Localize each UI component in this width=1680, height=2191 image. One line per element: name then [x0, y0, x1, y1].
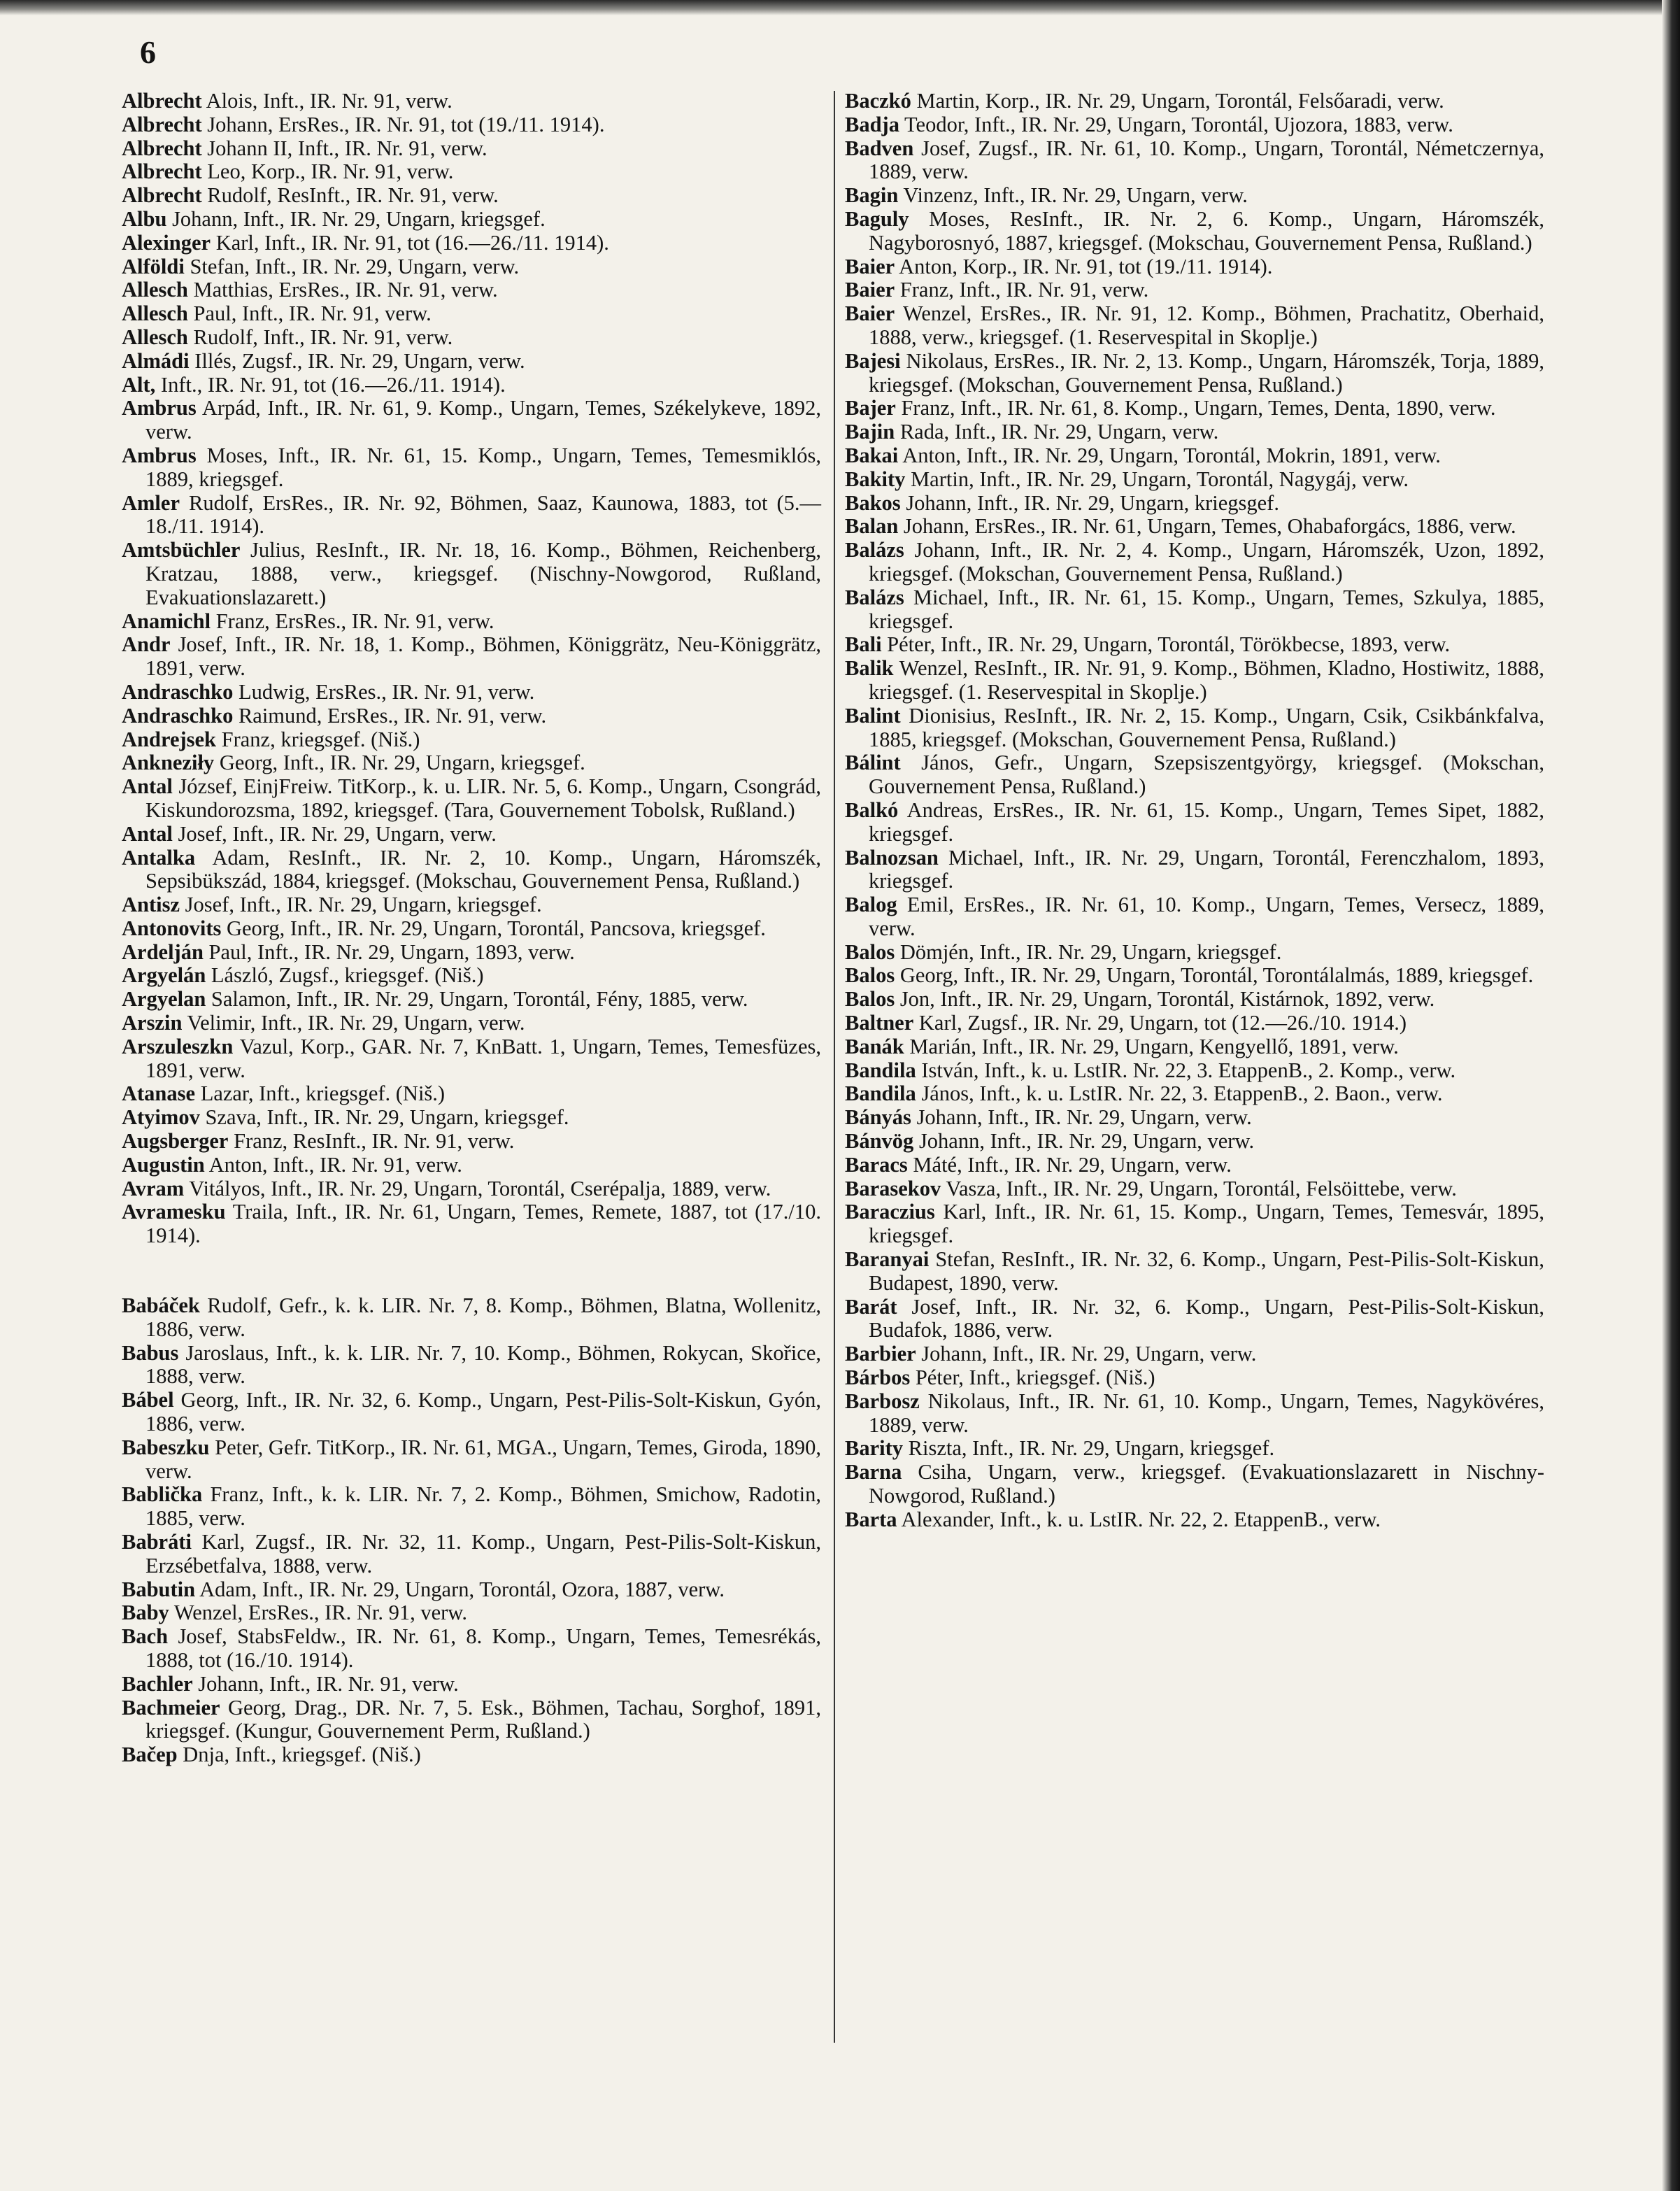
list-entry — [845, 208, 1544, 255]
list-entry — [122, 941, 821, 965]
entry-details: Josef, Zugsf., IR. Nr. 61, 10. Komp., Ungarn, Torontál, Németczernya, 1889, verw. — [869, 136, 1545, 184]
entry-surname: Avram — [122, 1176, 185, 1200]
entry-details: Vitályos, Inft., IR. Nr. 29, Ungarn, Torontál, Cserépalja, 1889, verw. — [189, 1176, 771, 1200]
entry-surname: Ankneziły — [122, 751, 215, 775]
entry-details: Stefan, Inft., IR. Nr. 29, Ungarn, verw. — [190, 254, 520, 278]
entry-surname: Antal — [122, 821, 173, 846]
list-entry — [122, 1082, 821, 1106]
list-entry — [845, 988, 1544, 1012]
entry-details: Karl, Zugsf., IR. Nr. 29, Ungarn, tot (12.—26./10. 1914.) — [918, 1011, 1407, 1035]
entry-surname: Amtsbüchler — [122, 538, 241, 562]
list-entry — [845, 799, 1544, 846]
entry-surname: Barna — [845, 1460, 902, 1484]
entry-surname: Andrejsek — [122, 727, 217, 751]
entry-surname: Antisz — [122, 893, 180, 917]
entry-surname: Balkó — [845, 797, 899, 822]
entry-surname: Barbosz — [845, 1389, 920, 1413]
entry-surname: Babeszku — [122, 1435, 210, 1459]
entry-details: Salamon, Inft., IR. Nr. 29, Ungarn, Torontál, Fény, 1885, verw. — [211, 987, 748, 1012]
entry-surname: Bányás — [845, 1105, 911, 1130]
entry-details: Josef, Inft., IR. Nr. 29, Ungarn, verw. — [178, 821, 497, 846]
list-entry — [845, 1200, 1544, 1248]
entry-surname: Barbier — [845, 1342, 916, 1366]
list-entry — [122, 255, 821, 279]
entry-details: Karl, Inft., IR. Nr. 91, tot (16.—26./11. 1914). — [215, 230, 609, 255]
entry-surname: Alexinger — [122, 230, 211, 255]
entry-surname: Bagin — [845, 183, 899, 208]
list-entry — [845, 184, 1544, 208]
list-entry — [122, 444, 821, 492]
entry-surname: Antalka — [122, 845, 196, 870]
list-entry — [122, 278, 821, 302]
entry-surname: Baracs — [845, 1152, 908, 1177]
entry-surname: Bárbos — [845, 1366, 911, 1390]
entry-surname: Albrecht — [122, 89, 202, 113]
entry-details: Inft., IR. Nr. 91, tot (16.—26./11. 1914). — [160, 372, 506, 397]
entry-surname: Almádi — [122, 348, 190, 373]
entry-surname: Bačep — [122, 1743, 178, 1767]
entry-surname: Bandila — [845, 1082, 916, 1106]
entry-surname: Balan — [845, 514, 899, 539]
entry-surname: Barity — [845, 1436, 904, 1461]
entry-surname: Allesch — [122, 325, 188, 349]
entry-details: Johann, ErsRes., IR. Nr. 91, tot (19./11. 1914). — [207, 112, 605, 136]
list-entry — [122, 208, 821, 232]
entry-surname: Bablička — [122, 1482, 203, 1507]
entry-details: János, Inft., k. u. LstIR. Nr. 22, 3. EtappenB., 2. Baon., verw. — [921, 1082, 1443, 1106]
entry-details: Illés, Zugsf., IR. Nr. 29, Ungarn, verw. — [194, 348, 525, 373]
entry-surname: Augustin — [122, 1152, 205, 1177]
entry-details: Velimir, Inft., IR. Nr. 29, Ungarn, verw. — [187, 1011, 525, 1035]
entry-surname: Baczkó — [845, 89, 911, 113]
entry-details: Karl, Inft., IR. Nr. 61, 15. Komp., Ungarn, Temes, Temesvár, 1895, kriegsgef. — [869, 1200, 1544, 1248]
list-entry — [122, 1436, 821, 1484]
list-entry — [122, 633, 821, 681]
list-entry — [845, 397, 1544, 420]
list-entry — [845, 1461, 1544, 1508]
entry-surname: Ambrus — [122, 396, 197, 420]
list-entry — [122, 704, 821, 728]
entry-details: Dnja, Inft., kriegsgef. (Niš.) — [183, 1743, 421, 1767]
list-entry — [845, 492, 1544, 516]
list-entry — [845, 893, 1544, 941]
list-entry — [122, 90, 821, 113]
entry-surname: Bachler — [122, 1671, 193, 1696]
entry-details: Moses, ResInft., IR. Nr. 2, 6. Komp., Ungarn, Háromszék, Nagyborosnyó, 1887, kriegsgef. (Mokschau, Gouvernement Pensa, Rußland.) — [869, 206, 1544, 255]
entry-details: Paul, Inft., IR. Nr. 91, verw. — [193, 302, 432, 326]
entry-details: Paul, Inft., IR. Nr. 29, Ungarn, 1893, verw. — [208, 939, 575, 964]
list-entry — [122, 539, 821, 609]
list-entry — [845, 846, 1544, 894]
entry-surname: Baier — [845, 302, 895, 326]
list-entry — [845, 468, 1544, 492]
entry-details: József, EinjFreiw. TitKorp., k. u. LIR. Nr. 5, 6. Komp., Ungarn, Csongrád, Kiskundorozsma, 1892, kriegsgef. (Tara, Gouvernement Tobolsk, Rußland.) — [145, 774, 822, 822]
right-column — [845, 90, 1544, 1532]
list-entry — [845, 1177, 1544, 1201]
list-entry — [122, 988, 821, 1012]
entry-details: Vinzenz, Inft., IR. Nr. 29, Ungarn, verw. — [903, 183, 1248, 208]
list-entry — [845, 1106, 1544, 1130]
list-entry — [845, 1366, 1544, 1390]
list-entry — [122, 1342, 821, 1389]
list-entry — [122, 751, 821, 775]
list-entry — [122, 326, 821, 350]
entry-details: Csiha, Ungarn, verw., kriegsgef. (Evakuationslazarett in Nischny-Nowgorod, Rußland.) — [869, 1460, 1545, 1508]
list-entry — [122, 1601, 821, 1625]
entry-surname: Andr — [122, 632, 171, 657]
entry-surname: Bábel — [122, 1388, 174, 1412]
list-entry — [122, 1177, 821, 1201]
entry-details: Ludwig, ErsRes., IR. Nr. 91, verw. — [238, 679, 535, 704]
entry-details: Dionisius, ResInft., IR. Nr. 2, 15. Komp., Ungarn, Csik, Csikbánkfalva, 1885, kriegsgef. (Mokschan, Gouvernement Pensa, Rußland.) — [869, 703, 1545, 751]
entry-surname: Baier — [845, 254, 895, 278]
entry-surname: Baier — [845, 278, 895, 302]
entry-surname: Bandila — [845, 1058, 916, 1082]
list-entry — [845, 1012, 1544, 1035]
entry-details: Johann, Inft., IR. Nr. 29, Ungarn, kriegsgef. — [906, 490, 1279, 515]
entry-details: Rudolf, ResInft., IR. Nr. 91, verw. — [207, 183, 499, 208]
entry-surname: Barasekov — [845, 1176, 941, 1200]
list-entry — [122, 1743, 821, 1767]
entry-details: Georg, Inft., IR. Nr. 29, Ungarn, Torontál, Torontálalmás, 1889, kriegsgef. — [899, 963, 1534, 988]
entry-surname: Albrecht — [122, 183, 202, 208]
entry-surname: Babus — [122, 1340, 179, 1365]
entry-surname: Bánvög — [845, 1129, 914, 1154]
entry-details: Julius, ResInft., IR. Nr. 18, 16. Komp., Böhmen, Reichenberg, Kratzau, 1888, verw., kriegsgef. (Nischny-Nowgorod, Rußland, Evakuationslazarett.) — [145, 538, 822, 609]
entry-details: Arpád, Inft., IR. Nr. 61, 9. Komp., Ungarn, Temes, Székelykeve, 1892, verw. — [145, 396, 821, 444]
entry-surname: Babutin — [122, 1577, 196, 1601]
list-entry — [122, 1294, 821, 1342]
entry-details: Josef, Inft., IR. Nr. 18, 1. Komp., Böhmen, Königgrätz, Neu-Königgrätz, 1891, verw. — [145, 632, 821, 681]
entry-surname: Andraschko — [122, 679, 234, 704]
entry-surname: Barát — [845, 1294, 897, 1319]
entry-surname: Balos — [845, 987, 895, 1012]
entry-surname: Bach — [122, 1624, 169, 1649]
list-entry — [845, 137, 1544, 185]
entry-surname: Bajesi — [845, 348, 901, 373]
list-entry — [122, 610, 821, 634]
entry-surname: Allesch — [122, 302, 188, 326]
entry-details: Máté, Inft., IR. Nr. 29, Ungarn, verw. — [913, 1152, 1232, 1177]
list-entry — [122, 1154, 821, 1177]
entry-details: Franz, ResInft., IR. Nr. 91, verw. — [234, 1129, 515, 1154]
entry-details: Péter, Inft., kriegsgef. (Niš.) — [915, 1366, 1155, 1390]
list-entry — [122, 184, 821, 208]
list-entry — [122, 1012, 821, 1035]
entry-details: Wenzel, ErsRes., IR. Nr. 91, 12. Komp., Böhmen, Prachatitz, Oberhaid, 1888, verw., kriegsgef. (1. Reservespital in Skoplje.) — [869, 302, 1544, 349]
entry-details: Rada, Inft., IR. Nr. 29, Ungarn, verw. — [899, 420, 1219, 444]
page-number: 6 — [140, 34, 156, 70]
list-entry — [122, 113, 821, 137]
section-gap — [122, 1248, 821, 1294]
list-entry — [122, 302, 821, 326]
list-entry — [122, 397, 821, 444]
entry-surname: Barta — [845, 1507, 897, 1531]
entry-surname: Andraschko — [122, 703, 234, 728]
entry-surname: Balázs — [845, 585, 904, 609]
left-column — [122, 90, 821, 1767]
entry-surname: Albrecht — [122, 136, 202, 160]
entry-surname: Antonovits — [122, 916, 222, 940]
list-entry — [122, 492, 821, 539]
entry-details: Georg, Inft., IR. Nr. 29, Ungarn, kriegsgef. — [219, 751, 585, 775]
list-entry — [845, 586, 1544, 634]
list-entry — [122, 964, 821, 988]
entry-details: Georg, Inft., IR. Nr. 32, 6. Komp., Ungarn, Pest-Pilis-Solt-Kiskun, Gyón, 1886, verw. — [145, 1388, 821, 1436]
entry-surname: Albrecht — [122, 159, 202, 184]
entry-surname: Baby — [122, 1601, 169, 1625]
list-entry — [845, 1342, 1544, 1366]
entry-details: Josef, StabsFeldw., IR. Nr. 61, 8. Komp., Ungarn, Temes, Temesrékás, 1888, tot (16./10. 1914). — [145, 1624, 822, 1672]
list-entry — [845, 113, 1544, 137]
entry-details: Martin, Korp., IR. Nr. 29, Ungarn, Torontál, Felsőaradi, verw. — [916, 89, 1444, 113]
entry-surname: Ardelján — [122, 939, 204, 964]
entry-details: Anton, Inft., IR. Nr. 29, Ungarn, Torontál, Mokrin, 1891, verw. — [902, 443, 1441, 467]
entry-surname: Baguly — [845, 206, 909, 231]
entry-surname: Argyelan — [122, 987, 206, 1012]
list-entry — [845, 704, 1544, 752]
list-entry — [845, 515, 1544, 539]
list-entry — [122, 137, 821, 161]
entry-surname: Bálint — [845, 751, 901, 775]
entry-surname: Balint — [845, 703, 901, 728]
list-entry — [122, 728, 821, 752]
entry-details: Johann, Inft., IR. Nr. 2, 4. Komp., Ungarn, Háromszék, Uzon, 1892, kriegsgef. (Mokschan, Gouvernement Pensa, Rußland.) — [869, 538, 1544, 586]
column-divider — [834, 91, 835, 2043]
list-entry — [845, 1130, 1544, 1154]
entry-surname: Albrecht — [122, 112, 202, 136]
entry-details: Alois, Inft., IR. Nr. 91, verw. — [206, 89, 453, 113]
entry-details: Michael, Inft., IR. Nr. 61, 15. Komp., Ungarn, Temes, Szkulya, 1885, kriegsgef. — [869, 585, 1545, 633]
entry-details: Nikolaus, Inft., IR. Nr. 61, 10. Komp., Ungarn, Temes, Nagykövéres, 1889, verw. — [869, 1389, 1545, 1437]
entry-surname: Alt, — [122, 372, 156, 397]
entry-details: Georg, Drag., DR. Nr. 7, 5. Esk., Böhmen, Tachau, Sorghof, 1891, kriegsgef. (Kungur, Gouvernement Perm, Rußland.) — [145, 1695, 822, 1743]
entry-details: Franz, ErsRes., IR. Nr. 91, verw. — [215, 609, 494, 633]
entry-surname: Badja — [845, 112, 899, 136]
entry-surname: Baranyai — [845, 1247, 930, 1272]
entry-surname: Allesch — [122, 278, 188, 302]
entry-surname: Babáček — [122, 1293, 200, 1318]
entry-details: Franz, kriegsgef. (Niš.) — [221, 727, 420, 751]
list-entry — [845, 302, 1544, 350]
list-entry — [122, 917, 821, 941]
list-entry — [845, 1296, 1544, 1343]
entry-surname: Banák — [845, 1034, 904, 1058]
entry-details: Franz, Inft., k. k. LIR. Nr. 7, 2. Komp., Böhmen, Smichow, Radotin, 1885, verw. — [145, 1482, 821, 1531]
scan-right-edge — [1662, 0, 1680, 2191]
entry-surname: Baltner — [845, 1011, 914, 1035]
entry-surname: Bajer — [845, 396, 896, 420]
entry-details: Karl, Zugsf., IR. Nr. 32, 11. Komp., Ungarn, Pest-Pilis-Solt-Kiskun, Erzsébetfalva, 1888, verw. — [145, 1530, 821, 1577]
list-entry — [845, 941, 1544, 965]
entry-details: Vazul, Korp., GAR. Nr. 7, KnBatt. 1, Ungarn, Temes, Temesfüzes, 1891, verw. — [145, 1034, 822, 1082]
entry-surname: Atyimov — [122, 1105, 200, 1130]
list-entry — [845, 1248, 1544, 1296]
list-entry — [122, 1673, 821, 1696]
list-entry — [845, 1035, 1544, 1059]
entry-surname: Bakai — [845, 443, 899, 467]
entry-details: Matthias, ErsRes., IR. Nr. 91, verw. — [193, 278, 498, 302]
entry-details: Wenzel, ErsRes., IR. Nr. 91, verw. — [173, 1601, 467, 1625]
list-entry — [122, 1483, 821, 1531]
entry-details: Franz, Inft., IR. Nr. 61, 8. Komp., Ungarn, Temes, Denta, 1890, verw. — [901, 396, 1496, 420]
list-entry — [845, 539, 1544, 586]
entry-details: Johann, Inft., IR. Nr. 29, Ungarn, verw. — [918, 1129, 1255, 1154]
entry-details: Jaroslaus, Inft., k. k. LIR. Nr. 7, 10. Komp., Böhmen, Rokycan, Skořice, 1888, verw. — [145, 1340, 822, 1389]
entry-details: Jon, Inft., IR. Nr. 29, Ungarn, Torontál, Kistárnok, 1892, verw. — [899, 987, 1435, 1012]
list-entry — [845, 90, 1544, 113]
entry-details: Johann, Inft., IR. Nr. 29, Ungarn, verw. — [916, 1105, 1252, 1130]
entry-details: Stefan, ResInft., IR. Nr. 32, 6. Komp., Ungarn, Pest-Pilis-Solt-Kiskun, Budapest, 1890, verw. — [869, 1247, 1545, 1295]
list-entry — [122, 1106, 821, 1130]
entry-details: Michael, Inft., IR. Nr. 29, Ungarn, Torontál, Ferenczhalom, 1893, kriegsgef. — [869, 845, 1544, 893]
list-entry — [122, 823, 821, 846]
entry-surname: Avramesku — [122, 1200, 226, 1224]
entry-details: Traila, Inft., IR. Nr. 61, Ungarn, Temes, Remete, 1887, tot (17./10. 1914). — [145, 1200, 821, 1248]
entry-surname: Balnozsan — [845, 845, 939, 870]
entry-details: Alexander, Inft., k. u. LstIR. Nr. 22, 2. EtappenB., verw. — [901, 1507, 1381, 1531]
list-entry — [122, 1625, 821, 1673]
list-entry — [122, 775, 821, 823]
entry-details: Josef, Inft., IR. Nr. 29, Ungarn, kriegsgef. — [185, 893, 542, 917]
entry-details: Emil, ErsRes., IR. Nr. 61, 10. Komp., Ungarn, Temes, Versecz, 1889, verw. — [869, 893, 1545, 940]
list-entry — [122, 846, 821, 894]
scan-top-edge — [0, 0, 1680, 15]
entry-details: Anton, Korp., IR. Nr. 91, tot (19./11. 1914). — [899, 254, 1273, 278]
entry-surname: Balos — [845, 963, 895, 988]
list-entry — [122, 1035, 821, 1083]
entry-surname: Atanase — [122, 1082, 196, 1106]
entry-details: Riszta, Inft., IR. Nr. 29, Ungarn, kriegsgef. — [908, 1436, 1275, 1461]
entry-surname: Badven — [845, 136, 914, 160]
entry-details: Adam, Inft., IR. Nr. 29, Ungarn, Torontál, Ozora, 1887, verw. — [199, 1577, 725, 1601]
list-entry — [122, 350, 821, 374]
list-entry — [845, 444, 1544, 468]
entry-details: Lazar, Inft., kriegsgef. (Niš.) — [200, 1082, 446, 1106]
entry-details: Rudolf, Gefr., k. k. LIR. Nr. 7, 8. Komp., Böhmen, Blatna, Wollenitz, 1886, verw. — [145, 1293, 821, 1341]
list-entry — [122, 681, 821, 704]
entry-details: Johann, Inft., IR. Nr. 91, verw. — [198, 1671, 459, 1696]
list-entry — [122, 1696, 821, 1744]
entry-details: Johann, Inft., IR. Nr. 29, Ungarn, kriegsgef. — [172, 206, 546, 231]
entry-details: László, Zugsf., kriegsgef. (Niš.) — [211, 963, 484, 988]
entry-details: Rudolf, ErsRes., IR. Nr. 92, Böhmen, Saaz, Kaunowa, 1883, tot (5.—18./11. 1914). — [145, 490, 822, 539]
list-entry — [845, 350, 1544, 397]
list-entry — [845, 1437, 1544, 1461]
entry-details: Georg, Inft., IR. Nr. 29, Ungarn, Torontál, Pancsova, kriegsgef. — [226, 916, 766, 940]
list-entry — [122, 1531, 821, 1578]
list-entry — [122, 893, 821, 917]
entry-surname: Balázs — [845, 538, 904, 562]
entry-surname: Balos — [845, 939, 895, 964]
list-entry — [845, 1082, 1544, 1106]
entry-details: Martin, Inft., IR. Nr. 29, Ungarn, Torontál, Nagygáj, verw. — [911, 467, 1409, 491]
entry-surname: Balik — [845, 656, 894, 681]
entry-details: Dömjén, Inft., IR. Nr. 29, Ungarn, kriegsgef. — [899, 939, 1282, 964]
entry-surname: Babráti — [122, 1530, 192, 1554]
entry-surname: Arszuleszkn — [122, 1034, 234, 1058]
entry-details: Wenzel, ResInft., IR. Nr. 91, 9. Komp., Böhmen, Kladno, Hostiwitz, 1888, kriegsgef. (1. Reservespital in Skoplje.) — [869, 656, 1545, 704]
entry-surname: Bakity — [845, 467, 906, 491]
entry-details: Rudolf, Inft., IR. Nr. 91, verw. — [193, 325, 453, 349]
entry-details: Johann, Inft., IR. Nr. 29, Ungarn, verw. — [921, 1342, 1257, 1366]
entry-details: Andreas, ErsRes., IR. Nr. 61, 15. Komp., Ungarn, Temes Sipet, 1882, kriegsgef. — [869, 797, 1544, 846]
list-entry — [122, 1130, 821, 1154]
entry-details: Leo, Korp., IR. Nr. 91, verw. — [207, 159, 454, 184]
list-entry — [122, 1389, 821, 1436]
list-entry — [845, 255, 1544, 279]
list-entry — [845, 633, 1544, 657]
list-entry — [122, 1578, 821, 1602]
list-entry — [845, 278, 1544, 302]
entry-details: Nikolaus, ErsRes., IR. Nr. 2, 13. Komp., Ungarn, Háromszék, Torja, 1889, kriegsgef. (Mokschan, Gouvernement Pensa, Rußland.) — [869, 348, 1544, 397]
entry-details: Vasza, Inft., IR. Nr. 29, Ungarn, Torontál, Felsöittebe, verw. — [946, 1176, 1457, 1200]
list-entry — [845, 1154, 1544, 1177]
entry-details: Franz, Inft., IR. Nr. 91, verw. — [899, 278, 1149, 302]
list-entry — [845, 420, 1544, 444]
list-entry — [845, 964, 1544, 988]
entry-details: Johann, ErsRes., IR. Nr. 61, Ungarn, Temes, Ohabaforgács, 1886, verw. — [903, 514, 1516, 539]
entry-surname: Augsberger — [122, 1129, 229, 1154]
entry-details: Szava, Inft., IR. Nr. 29, Ungarn, kriegsgef. — [205, 1105, 569, 1130]
list-entry — [122, 232, 821, 255]
entry-details: István, Inft., k. u. LstIR. Nr. 22, 3. EtappenB., 2. Komp., verw. — [921, 1058, 1456, 1082]
entry-surname: Ambrus — [122, 443, 197, 467]
entry-surname: Albu — [122, 206, 167, 231]
list-entry — [122, 1200, 821, 1248]
entry-details: Teodor, Inft., IR. Nr. 29, Ungarn, Torontál, Ujozora, 1883, verw. — [904, 112, 1453, 136]
entry-surname: Anamichl — [122, 609, 211, 633]
entry-details: Marián, Inft., IR. Nr. 29, Ungarn, Kengyellő, 1891, verw. — [909, 1034, 1399, 1058]
entry-details: János, Gefr., Ungarn, Szepsiszentgyörgy, kriegsgef. (Mokschan, Gouvernement Pensa, Rußland.) — [869, 751, 1544, 799]
entry-details: Anton, Inft., IR. Nr. 91, verw. — [208, 1152, 462, 1177]
entry-surname: Balog — [845, 893, 897, 917]
list-entry — [845, 1508, 1544, 1532]
entry-surname: Antal — [122, 774, 173, 799]
entry-surname: Bachmeier — [122, 1695, 220, 1720]
entry-details: Moses, Inft., IR. Nr. 61, 15. Komp., Ungarn, Temes, Temesmiklós, 1889, kriegsgef. — [145, 443, 822, 491]
entry-details: Raimund, ErsRes., IR. Nr. 91, verw. — [238, 703, 547, 728]
list-entry — [845, 657, 1544, 704]
entry-surname: Bali — [845, 632, 882, 657]
entry-details: Péter, Inft., IR. Nr. 29, Ungarn, Torontál, Törökbecse, 1893, verw. — [887, 632, 1451, 657]
entry-details: Josef, Inft., IR. Nr. 32, 6. Komp., Ungarn, Pest-Pilis-Solt-Kiskun, Budafok, 1886, verw. — [869, 1294, 1544, 1342]
list-entry — [845, 1059, 1544, 1083]
list-entry — [122, 374, 821, 397]
entry-surname: Amler — [122, 490, 180, 515]
list-entry — [845, 1390, 1544, 1438]
entry-surname: Bajin — [845, 420, 895, 444]
entry-surname: Baraczius — [845, 1200, 935, 1224]
entry-details: Adam, ResInft., IR. Nr. 2, 10. Komp., Ungarn, Háromszék, Sepsibükszád, 1884, kriegsgef. (Mokschau, Gouvernement Pensa, Rußland.) — [145, 845, 821, 893]
entry-surname: Argyelán — [122, 963, 206, 988]
entry-surname: Alföldi — [122, 254, 185, 278]
list-entry — [845, 751, 1544, 799]
entry-surname: Arszin — [122, 1011, 183, 1035]
entry-surname: Bakos — [845, 490, 901, 515]
list-entry — [122, 160, 821, 184]
entry-details: Johann II, Inft., IR. Nr. 91, verw. — [207, 136, 487, 160]
entry-details: Peter, Gefr. TitKorp., IR. Nr. 61, MGA., Ungarn, Temes, Giroda, 1890, verw. — [145, 1435, 822, 1483]
